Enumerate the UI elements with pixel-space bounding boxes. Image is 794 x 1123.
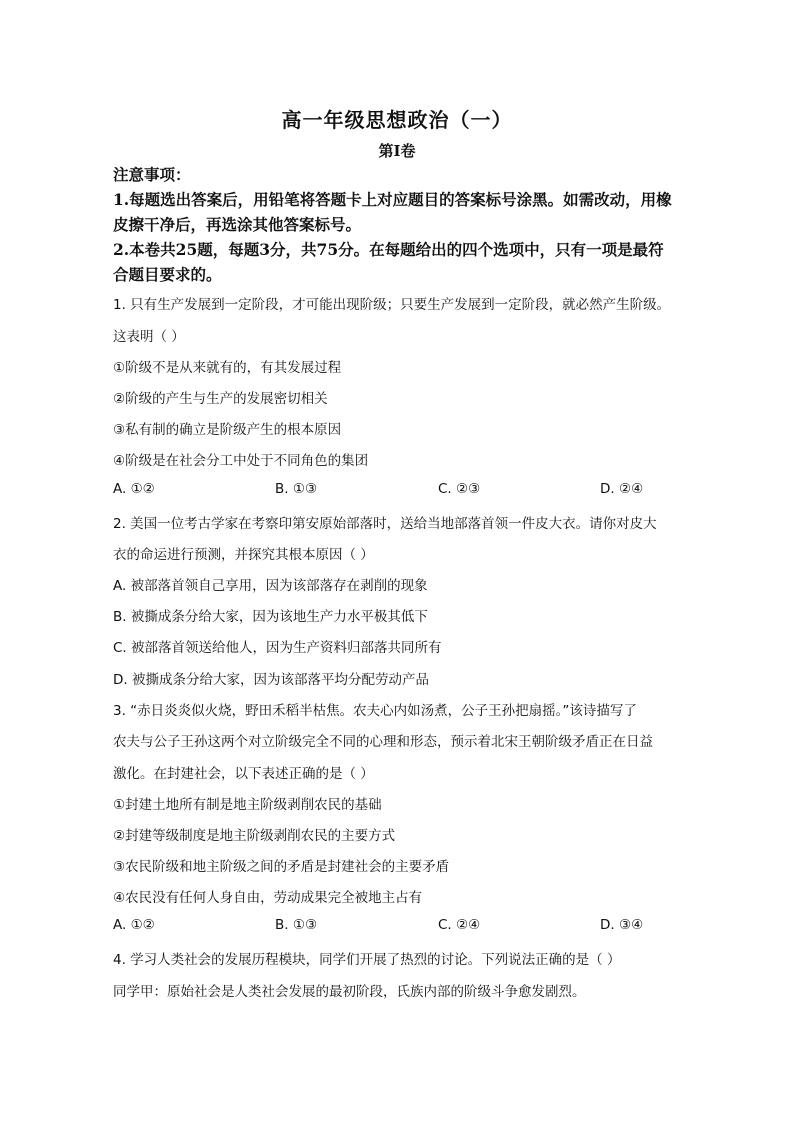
notice-item-1-line-2: 皮擦干净后，再选涂其他答案标号。 — [113, 215, 362, 234]
volume-subtitle: 第Ⅰ卷 — [378, 142, 416, 160]
q2-option-a: A. 被部落首领自己享用，因为该部落存在剥削的现象 — [113, 578, 428, 594]
q3-statement-1: ①封建土地所有制是地主阶级剥削农民的基础 — [113, 797, 382, 813]
page-title: 高一年级思想政治（一） — [281, 108, 513, 132]
notice-item-1-line-1: 1.每题选出答案后，用铅笔将答题卡上对应题目的答案标号涂黑。如需改动，用橡 — [113, 190, 672, 209]
q3-stem-line-2: 农夫与公子王孙这两个对立阶级完全不同的心理和形态，预示着北宋王朝阶级矛盾正在日益 — [113, 734, 653, 750]
q1-statement-2: ②阶级的产生与生产的发展密切相关 — [113, 391, 328, 407]
q3-statement-3: ③农民阶级和地主阶级之间的矛盾是封建社会的主要矛盾 — [113, 859, 450, 875]
notice-section — [113, 162, 683, 287]
q2-stem-line-1: 2. 美国一位考古学家在考察印第安原始部落时，送给当地部落首领一件皮大衣。请你对皮大 — [113, 516, 657, 532]
q1-stem-line-1: 1. 只有生产发展到一定阶段，才可能出现阶级；只要生产发展到一定阶段，就必然产生阶级。 — [113, 297, 671, 313]
q3-option-d: D. ③④ — [600, 917, 644, 933]
q3-option-a: A. ①② — [113, 917, 155, 933]
q1-statement-1: ①阶级不是从来就有的，有其发展过程 — [113, 360, 342, 376]
q3-stem-line-1: 3. “赤日炎炎似火烧，野田禾稻半枯焦。农夫心内如汤煮，公子王孙把扇摇。”该诗描写了 — [113, 703, 637, 719]
q1-option-b: B. ①③ — [275, 481, 318, 497]
q3-statement-4: ④农民没有任何人身自由，劳动成果完全被地主占有 — [113, 890, 423, 906]
q1-option-a: A. ①② — [113, 481, 155, 497]
q2-option-b: B. 被撕成条分给大家，因为该地生产力水平极其低下 — [113, 609, 428, 625]
q3-stem-line-3: 激化。在封建社会，以下表述正确的是（ ） — [113, 766, 374, 782]
notice-item-2-line-1: 2.本卷共25题，每题3分，共75分。在每题给出的四个选项中，只有一项是最符 — [113, 240, 664, 259]
q2-option-d: D. 被撕成条分给大家，因为该部落平均分配劳动产品 — [113, 672, 429, 688]
notice-item-2-line-2: 合题目要求的。 — [113, 265, 222, 284]
q1-statement-4: ④阶级是在社会分工中处于不同角色的集团 — [113, 453, 369, 469]
q2-option-c: C. 被部落首领送给他人，因为生产资料归部落共同所有 — [113, 640, 442, 656]
q1-statement-3: ③私有制的确立是阶级产生的根本原因 — [113, 422, 342, 438]
q4-stem-line-2: 同学甲：原始社会是人类社会发展的最初阶段，氏族内部的阶级斗争愈发剧烈。 — [113, 984, 586, 1000]
notice-heading: 注意事项： — [113, 165, 191, 184]
q1-option-c: C. ②③ — [438, 481, 481, 497]
q2-stem-line-2: 衣的命运进行预测，并探究其根本原因（ ） — [113, 547, 374, 563]
q3-statement-2: ②封建等级制度是地主阶级剥削农民的主要方式 — [113, 828, 396, 844]
q3-option-c: C. ②④ — [438, 917, 481, 933]
q1-stem-line-2: 这表明（ ） — [113, 329, 185, 345]
q1-option-d: D. ②④ — [600, 481, 644, 497]
q4-stem-line-1: 4. 学习人类社会的发展历程模块，同学们开展了热烈的讨论。下列说法正确的是（ ） — [113, 952, 621, 968]
q3-option-b: B. ①③ — [275, 917, 318, 933]
